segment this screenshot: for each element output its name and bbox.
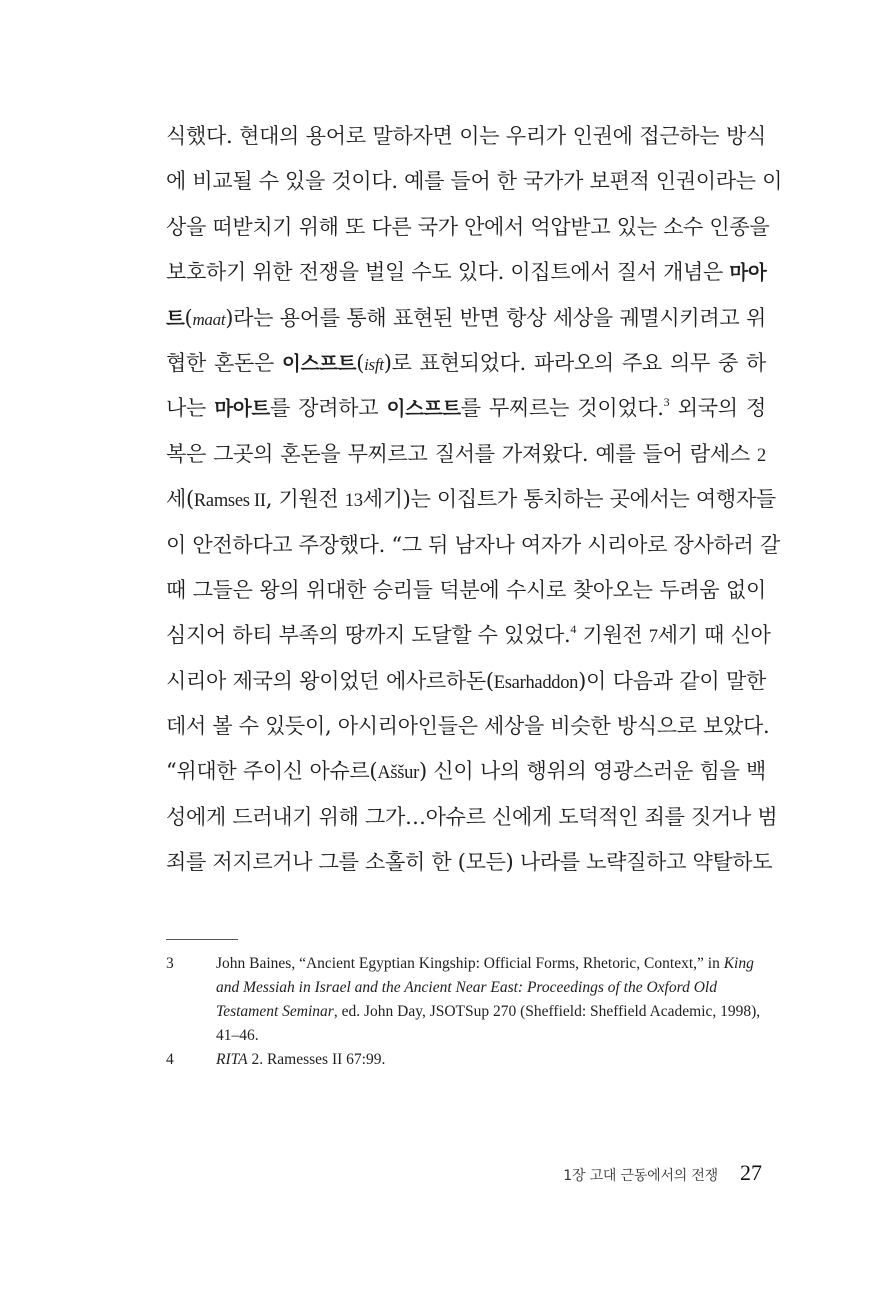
- main-text: [166, 114, 783, 886]
- footnote-number: 3: [166, 955, 174, 972]
- text-span: 상을 떠받치기 위해 또 다른 국가 안에서 억압받고 있는 소수 인종을: [166, 214, 770, 239]
- emphasized-term: 이스프트: [386, 397, 461, 421]
- text-line: [166, 114, 766, 159]
- text-span: )이 다음과 같이 말한: [578, 668, 767, 693]
- latin-span: Ramses II: [193, 491, 266, 512]
- footnote-text: [216, 952, 766, 1048]
- text-line: [166, 659, 766, 704]
- text-span: 식했다. 현대의 용어로 말하자면 이는 우리가 인권에 접근하는 방식: [166, 124, 766, 148]
- text-line: [166, 386, 766, 431]
- text-line: [166, 568, 766, 613]
- text-span: “위대한 주이신 아슈르(: [166, 759, 378, 784]
- italic-term: maat: [192, 309, 226, 329]
- text-line: [166, 523, 780, 568]
- text-span: 를 장려하고: [269, 396, 387, 421]
- latin-span: 2: [757, 445, 766, 466]
- text-span: (: [184, 305, 193, 330]
- text-line: [166, 795, 778, 840]
- text-span: , 기원전: [265, 487, 345, 512]
- text-span: 성에게 드러내기 위해 그가…아슈르 신에게 도덕적인 죄를 짓거나 범: [166, 804, 778, 829]
- text-span: (: [356, 350, 365, 375]
- text-line: [166, 205, 770, 250]
- text-line: [166, 840, 773, 885]
- text-span: )로 표현되었다. 파라오의 주요 의무 중 하: [383, 350, 767, 375]
- italic-term: isft: [364, 354, 384, 374]
- text-span: 데서 볼 수 있듯이, 아시리아인들은 세상을 비슷한 방식으로 보았다.: [166, 714, 770, 739]
- footnote-number: 4: [166, 1051, 174, 1068]
- footnote: [166, 1048, 766, 1072]
- footnote-ref[interactable]: 3: [663, 395, 670, 410]
- text-span: ) 신이 나의 행위의 영광스러운 힘을 백: [418, 759, 766, 784]
- footnote-italic-title: King and Messiah in Israel and the Ancient Near East: Proceedings of the Oxford Old Testament Seminar: [216, 955, 754, 1020]
- footnote-divider: [166, 939, 238, 940]
- footnote-span: John Baines, “Ancient Egyptian Kingship: Official Forms, Rhetoric, Context,” in: [216, 955, 724, 972]
- footnotes: [166, 952, 766, 1072]
- footnote-text: [216, 1048, 766, 1072]
- text-span: 때 그들은 왕의 위대한 승리들 덕분에 수시로 찾아오는 두려움 없이: [166, 577, 766, 602]
- text-span: 협한 혼돈은: [166, 350, 283, 375]
- chapter-label: 1장 고대 근동에서의 전쟁: [563, 1168, 718, 1184]
- text-line: [166, 477, 776, 522]
- latin-span: 13: [344, 491, 363, 512]
- text-line: [166, 432, 766, 477]
- footnote-italic-title: RITA: [216, 1051, 248, 1068]
- footnote-span: , ed. John Day, JSOTSup 270 (Sheffield: Sheffield Academic, 1998), 41–46.: [216, 1003, 761, 1044]
- text-span: 나는: [166, 396, 215, 421]
- text-span: 에 비교될 수 있을 것이다. 예를 들어 한 국가가 보편적 인권이라는 이: [166, 169, 783, 194]
- text-span: 외국의 정: [669, 396, 767, 421]
- latin-span: 7: [648, 627, 658, 648]
- latin-span: Esarhaddon: [493, 672, 579, 693]
- text-span: 를 무찌르는 것이었다.: [460, 396, 664, 421]
- text-line: [166, 341, 766, 386]
- text-span: 세기 때 신아: [657, 623, 771, 648]
- text-span: )라는 용어를 통해 표현된 반면 항상 세상을 궤멸시키려고 위: [225, 305, 766, 330]
- text-span: 심지어 하티 부족의 땅까지 도달할 수 있었다.: [166, 623, 571, 648]
- text-span: 세기)는 이집트가 통치하는 곳에서는 여행자들: [362, 487, 776, 512]
- text-span: 복은 그곳의 혼돈을 무찌르고 질서를 가져왔다. 예를 들어 람세스: [166, 441, 758, 466]
- text-line: [166, 704, 770, 749]
- text-line: [166, 749, 766, 794]
- footnote-ref[interactable]: 4: [570, 622, 577, 637]
- emphasized-term: 마아: [729, 261, 767, 285]
- text-span: 이 안전하다고 주장했다. “그 뒤 남자나 여자가 시리아로 장사하러 갈: [166, 532, 780, 557]
- emphasized-term: 트: [166, 306, 185, 330]
- footnote-span: 2. Ramesses II 67:99.: [247, 1051, 386, 1068]
- text-line: [166, 613, 771, 658]
- text-line: [166, 159, 783, 204]
- footnote: [166, 952, 766, 1048]
- text-line: [166, 250, 766, 295]
- text-span: 죄를 저지르거나 그를 소홀히 한 (모든) 나라를 노략질하고 약탈하도: [166, 850, 773, 875]
- text-line: [166, 296, 766, 341]
- emphasized-term: 이스프트: [282, 351, 357, 375]
- text-span: 기원전: [576, 623, 649, 648]
- page-number: 27: [740, 1160, 762, 1185]
- text-span: 세(: [166, 487, 194, 512]
- running-footer: [563, 1160, 762, 1190]
- latin-span: Aššur: [377, 763, 419, 784]
- emphasized-term: 마아트: [214, 397, 270, 421]
- text-span: 시리아 제국의 왕이었던 에사르하돈(: [166, 668, 494, 693]
- text-span: 보호하기 위한 전쟁을 벌일 수도 있다. 이집트에서 질서 개념은: [166, 260, 730, 285]
